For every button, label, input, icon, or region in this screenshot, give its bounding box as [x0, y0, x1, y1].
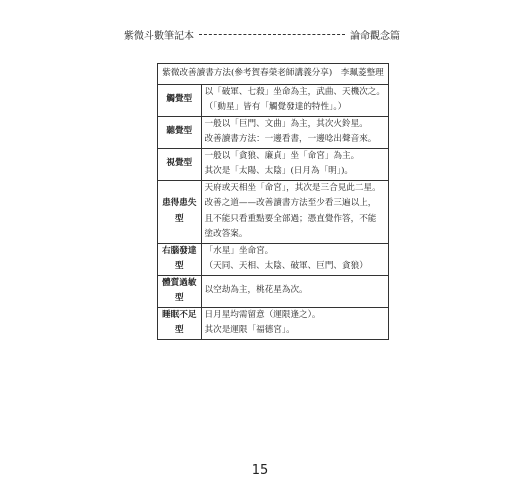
- description-line: 改善之道——改善讀書方法至少看三遍以上，: [204, 198, 377, 208]
- description-line: 其次是運限「福德宮」。: [204, 325, 295, 335]
- study-method-table: [157, 63, 389, 340]
- category-label: 右腦發達型: [158, 243, 202, 275]
- description-line: 一般以「貪狼、廉貞」坐「命宮」為主。: [204, 150, 360, 161]
- running-header: [124, 26, 400, 42]
- category-label: 睡眠不足型: [158, 307, 202, 339]
- category-description: [201, 243, 388, 275]
- description-line: 「水星」坐命宮。: [204, 245, 274, 256]
- description-line: 改善讀書方法：一邊看書，一邊唸出聲音來。: [204, 134, 377, 144]
- header-section-title: 論命觀念篇: [350, 30, 400, 42]
- description-line: 且不能只看重點要全部過；憑直覺作答，不能: [204, 213, 377, 224]
- description-line: 塗改答案。: [204, 229, 248, 239]
- table-row: [158, 84, 389, 116]
- category-label: 患得患失型: [158, 180, 202, 243]
- description-line: （「動星」皆有「觸覺發達的特性」。）: [204, 102, 347, 112]
- description-line: 一般以「巨門、文曲」為主，其次火鈴星。: [204, 118, 368, 129]
- table-row: [158, 243, 389, 275]
- category-description: [201, 116, 388, 148]
- table-row: [158, 180, 389, 243]
- table-caption: 紫微改善讀書方法(參考賀春榮老師講義分享) 李珮菱整理: [158, 64, 389, 85]
- category-label: 體質過敏型: [158, 275, 202, 307]
- description-line: 以「破軍、七殺」坐命為主，武曲、天機次之。: [204, 86, 385, 97]
- category-label: 視覺型: [158, 148, 202, 180]
- header-dashed-rule: [199, 34, 345, 35]
- category-description: [201, 148, 388, 180]
- category-description: [201, 180, 388, 243]
- header-book-title: 紫微斗數筆記本: [124, 30, 194, 42]
- description-line: 日月星均需留意（運限逢之）。: [204, 309, 321, 320]
- category-label: 觸覺型: [158, 84, 202, 116]
- category-label: 聽覺型: [158, 116, 202, 148]
- description-line: 天府或天相坐「命宮」，其次是三合見此二星。: [204, 182, 381, 193]
- table-row: [158, 148, 389, 180]
- category-description: [201, 84, 388, 116]
- description-line: （天同、天相、太陰、破軍、巨門、貪狼）: [204, 261, 368, 271]
- description-line: 其次是「太陽、太陰」(日月為「明」)。: [204, 166, 354, 176]
- table-row: [158, 275, 389, 307]
- category-description: [201, 275, 388, 307]
- page-number: 15: [251, 463, 269, 478]
- table-row: [158, 116, 389, 148]
- table-row: [158, 307, 389, 339]
- table-caption-row: [158, 64, 389, 85]
- category-description: [201, 307, 388, 339]
- description-line: 以空劫為主，桃花星為次。: [204, 285, 308, 296]
